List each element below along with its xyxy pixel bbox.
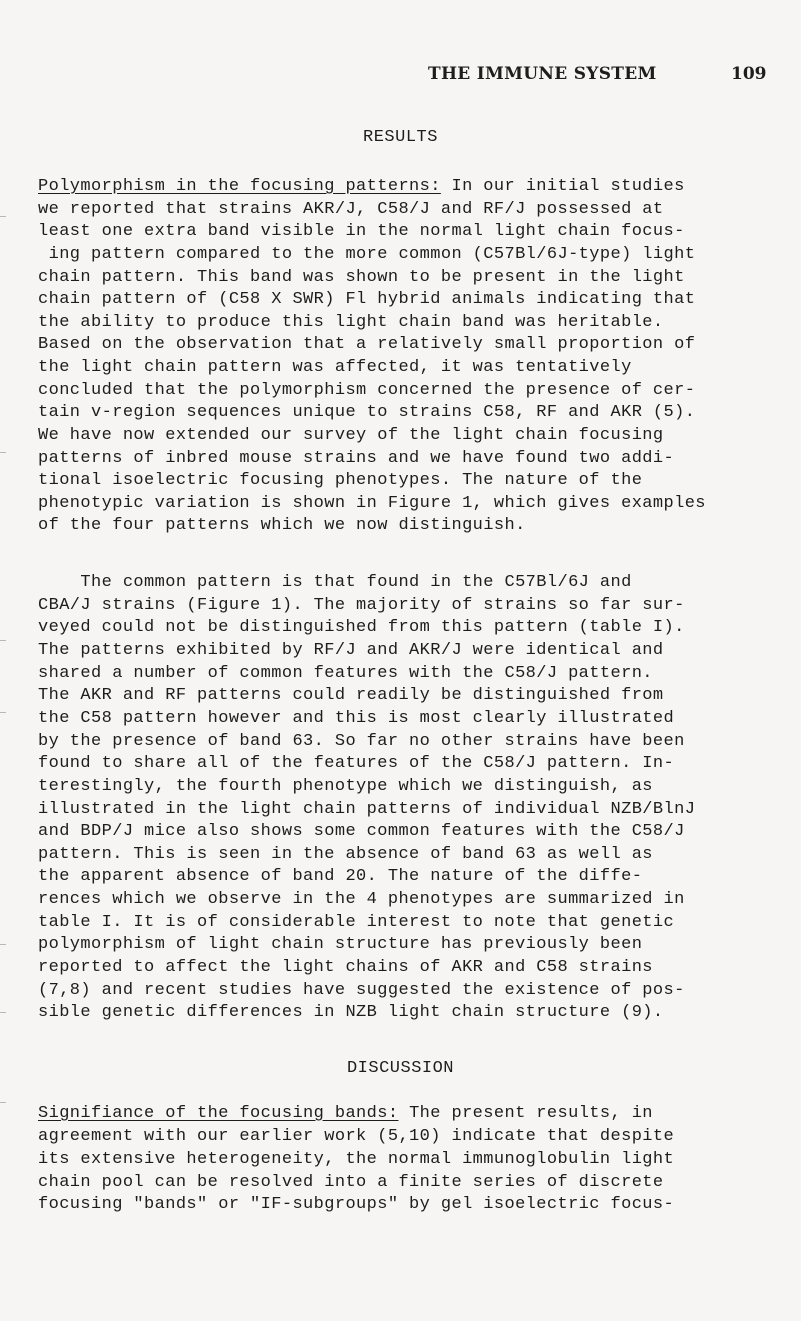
results-lead-in: Polymorphism in the focusing patterns:	[38, 177, 441, 196]
page-number: 109	[731, 64, 767, 84]
text-line: illustrated in the light chain patterns of individual NZB/BlnJ	[38, 799, 696, 819]
scan-mark	[0, 1102, 6, 1103]
running-header	[0, 64, 801, 88]
text-line: chain pattern. This band was shown to be present in the light	[38, 267, 685, 287]
text-line: of the four patterns which we now distinguish.	[38, 516, 526, 536]
text-line: polymorphism of light chain structure has previously been	[38, 935, 643, 955]
scan-mark	[0, 1012, 6, 1013]
text-line: (7,8) and recent studies have suggested the existence of pos-	[38, 980, 685, 1000]
text-line: Based on the observation that a relatively small proportion of	[38, 335, 696, 355]
scan-mark	[0, 452, 6, 453]
text-line: concluded that the polymorphism concerned the presence of cer-	[38, 380, 696, 400]
text-line: ing pattern compared to the more common (C57Bl/6J-type) light	[38, 244, 696, 264]
text-line: agreement with our earlier work (5,10) indicate that despite	[38, 1127, 675, 1147]
text-line: terestingly, the fourth phenotype which we distinguish, as	[38, 776, 653, 796]
text-line: table I. It is of considerable interest to note that genetic	[38, 912, 675, 932]
text-line: least one extra band visible in the normal light chain focus-	[38, 222, 685, 242]
text-line: CBA/J strains (Figure 1). The majority of strains so far sur-	[38, 595, 685, 615]
scan-mark	[0, 712, 6, 713]
scan-mark	[0, 216, 6, 217]
text-line: reported to affect the light chains of AKR and C58 strains	[38, 958, 653, 978]
text-line: the apparent absence of band 20. The nature of the diffe-	[38, 867, 643, 887]
text-line: The common pattern is that found in the C57Bl/6J and	[38, 573, 632, 592]
text-line: the light chain pattern was affected, it was tentatively	[38, 358, 632, 378]
text-line: The patterns exhibited by RF/J and AKR/J were identical and	[38, 640, 664, 660]
results-heading: RESULTS	[363, 128, 438, 147]
text-line: its extensive heterogeneity, the normal immunoglobulin light	[38, 1150, 675, 1169]
text-line: the C58 pattern however and this is most clearly illustrated	[38, 708, 675, 728]
text-line: We have now extended our survey of the light chain focusing	[38, 425, 664, 445]
text-line: patterns of inbred mouse strains and we have found two addi-	[38, 448, 675, 468]
text-line: we reported that strains AKR/J, C58/J and RF/J possessed at	[38, 199, 664, 219]
scan-mark	[0, 944, 6, 945]
text-line: phenotypic variation is shown in Figure 1, which gives examples	[38, 493, 706, 513]
discussion-heading: DISCUSSION	[346, 1059, 455, 1078]
text-line: tain v-region sequences unique to strains C58, RF and AKR (5).	[38, 403, 696, 423]
text-line: the ability to produce this light chain band was heritable.	[38, 312, 664, 332]
text-line: shared a number of common features with the C58/J pattern.	[38, 663, 653, 683]
text-line: sible genetic differences in NZB light chain structure (9).	[38, 1003, 664, 1023]
text-line: focusing "bands" or "IF-subgroups" by gel isoelectric focus-	[38, 1195, 675, 1215]
scan-mark	[0, 640, 6, 641]
text-line: veyed could not be distinguished from this pattern (table I).	[38, 618, 685, 638]
results-para1-first-line	[38, 176, 685, 199]
discussion-para1-first-line	[38, 1103, 653, 1126]
text-line: chain pool can be resolved into a finite series of discrete	[38, 1172, 664, 1192]
text-line: The AKR and RF patterns could readily be distinguished from	[38, 686, 664, 706]
text-line: chain pattern of (C58 X SWR) Fl hybrid animals indicating that	[38, 290, 696, 310]
text-line: found to share all of the features of the C58/J pattern. In-	[38, 754, 675, 774]
running-title: THE IMMUNE SYSTEM	[428, 64, 657, 84]
discussion-lead-in: Signifiance of the focusing bands:	[38, 1104, 399, 1123]
text-line: tional isoelectric focusing phenotypes. The nature of the	[38, 471, 643, 491]
discussion-first-line-rest: The present results, in	[398, 1104, 653, 1123]
text-line: and BDP/J mice also shows some common features with the C58/J	[38, 822, 685, 842]
text-line: by the presence of band 63. So far no other strains have been	[38, 731, 685, 751]
text-line: pattern. This is seen in the absence of band 63 as well as	[38, 844, 653, 864]
results-first-line-rest: In our initial studies	[440, 177, 685, 196]
text-line: rences which we observe in the 4 phenotypes are summarized in	[38, 890, 685, 910]
